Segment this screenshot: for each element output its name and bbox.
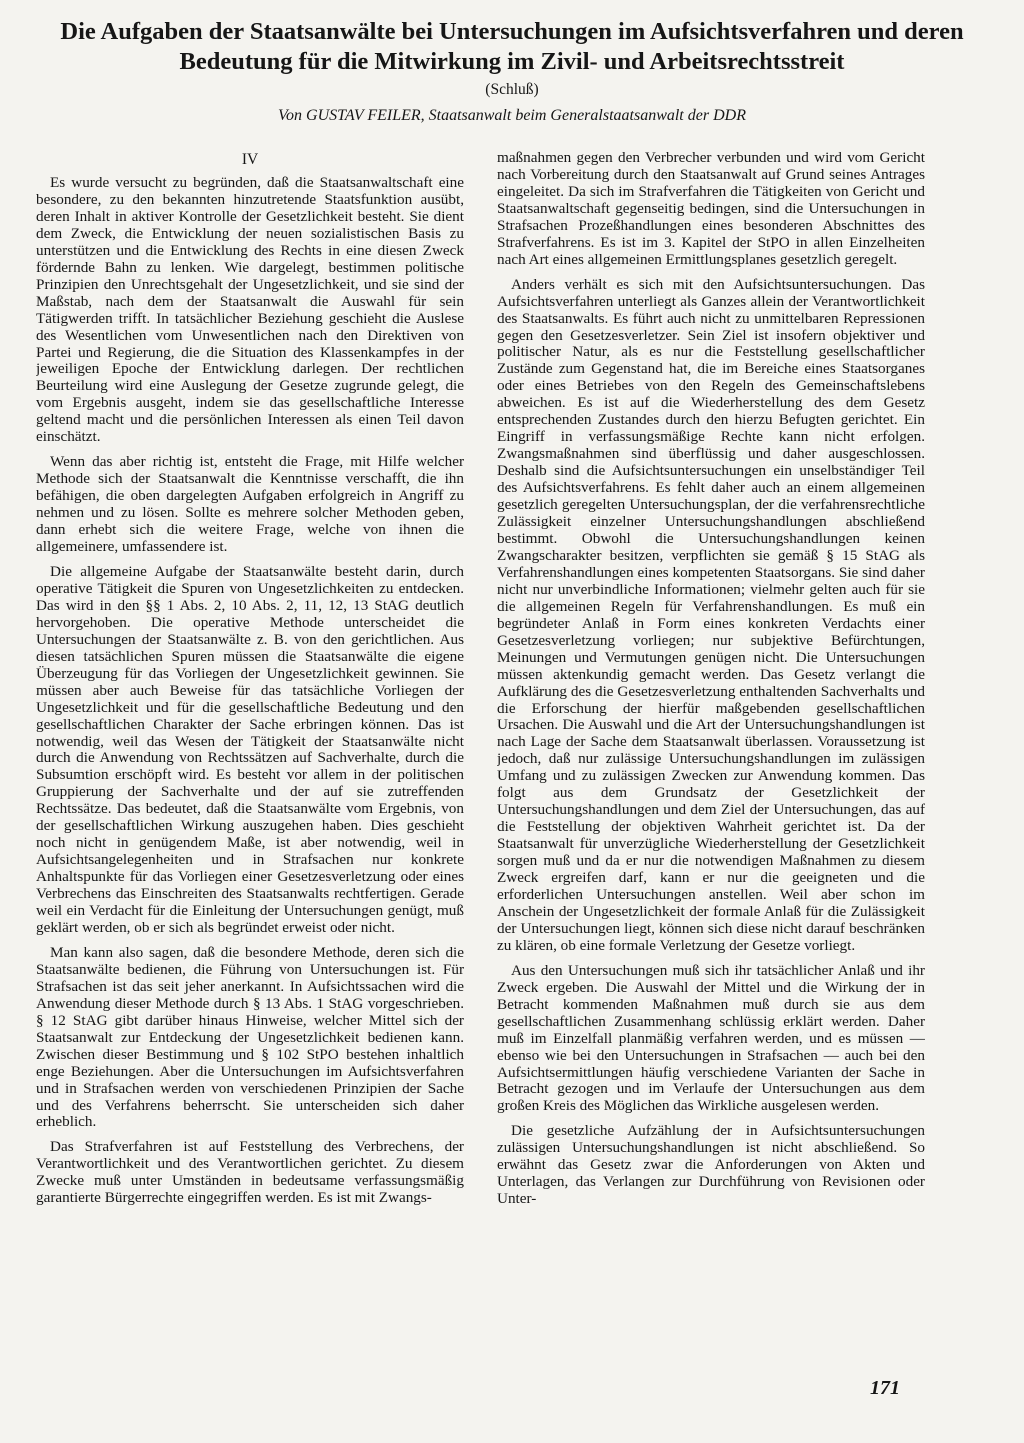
- article-subtitle: (Schluß): [485, 81, 539, 98]
- page-number: 171: [870, 1377, 900, 1399]
- paragraph: Das Strafverfahren ist auf Feststellung des Verbrechens, der Verantwortlichkeit und des Verantwortlichen gerichtet. Zu diesem Zwecke muß unter Umständen in bedeutsame verfassungsmäßig garantierte Bürgerrechte eingegriffen werden. Es ist mit Zwangs-: [36, 1138, 464, 1207]
- paragraph: Die gesetzliche Aufzählung der in Aufsichtsuntersuchungen zulässigen Untersuchungshandlungen ist nicht abschließend. So erwähnt das Gesetz zwar die Anforderungen von Akten und Unterlagen, das Verlangen zur Durchführung von Revisionen oder Unter-: [497, 1122, 925, 1208]
- left-column: [36, 150, 464, 1395]
- paragraph: maßnahmen gegen den Verbrecher verbunden und wird vom Gericht nach Vorbereitung durch den Staatsanwalt auf Grund seines Antrages eingeleitet. Da sich im Strafverfahren die Tätigkeiten von Gericht und Staatsanwaltschaft gegenseitig bedingen, sind die Untersuchungen in Strafsachen Prozeßhandlungen eines besonderen Abschnittes des Strafverfahrens. Es ist im 3. Kapitel der StPO in allen Einzelheiten nach Art eines allgemeinen Ermittlungsplanes gesetzlich geregelt.: [497, 150, 925, 268]
- paragraph: Aus den Untersuchungen muß sich ihr tatsächlicher Anlaß und ihr Zweck ergeben. Die Auswahl der Mittel und die Wirkung der in Betracht kommenden Maßnahmen muß durch sie aus dem gesellschaftlichen Zusammenhang schlüssig erklärt werden. Daher muß im Einzelfall planmäßig verfahren werden, und es müssen — ebenso wie bei den Untersuchungen in Strafsachen — auch bei den Aufsichtsermittlungen häufig verschiedene Varianten der Sache in Betracht gezogen und im Verlaufe der Untersuchungen aus dem großen Kreis des Möglichen das Wirkliche ausgelesen werden.: [497, 961, 925, 1115]
- paragraph: Die allgemeine Aufgabe der Staatsanwälte besteht darin, durch operative Tätigkeit die Spuren von Ungesetzlichkeiten zu entdecken. Das wird in den §§ 1 Abs. 2, 10 Abs. 2, 11, 12, 13 StAG deutlich hervorgehoben. Die operative Methode unterscheidet die Untersuchungen der Staatsanwälte z. B. von den gerichtlichen. Aus diesen tatsächlichen Spuren müssen die Staatsanwälte die eigene Überzeugung für das Vorliegen der Ungesetzlichkeit gewinnen. Sie müssen aber auch Beweise für das tatsächliche Vorliegen der Ungesetzlichkeit und für die gesellschaftliche Bedeutung und den gesellschaftlichen Charakter der Sache erbringen können. Das ist notwendig, weil das Wesen der Tätigkeit der Staatsanwälte nicht durch die Anwendung von Rechtssätzen auf Sachverhalte, durch die Subsumtion erschöpft wird. Es besteht vor allem in der politischen Gruppierung der Sachverhalte und der auf sie zutreffenden Rechtssätze. Das bedeutet, daß die Staatsanwälte vom Ergebnis, von der gesellschaftlichen Wirkung auszugehen haben. Dies geschieht noch nicht in genügendem Maße, ist aber notwendig, weil in Aufsichtsangelegenheiten und in Strafsachen nur konkrete Anhaltspunkte für das Vorliegen einer Gesetzesverletzung oder eines Verbrechens das Einschreiten des Staatsanwalts rechtfertigen. Gerade weil ein Verdacht für die Einleitung der Untersuchungen genügt, muß geklärt werden, ob er sich als begründet erweist oder nicht.: [36, 562, 464, 936]
- paragraph: Wenn das aber richtig ist, entsteht die Frage, mit Hilfe welcher Methode sich der Staatsanwalt die Kenntnisse verschafft, die ihn befähigen, die oben dargelegten Aufgaben erfolgreich in Angriff zu nehmen und zu lösen. Sollte es mehrere solcher Methoden geben, dann erhebt sich die weitere Frage, welche von ihnen die allgemeinere, umfassendere ist.: [36, 453, 464, 556]
- article-title: Die Aufgaben der Staatsanwälte bei Untersuchungen im Aufsichtsverfahren und deren Bedeutung für die Mitwirkung im Zivil- und Arbeitsrechtsstreit: [60, 18, 964, 75]
- paragraph: Es wurde versucht zu begründen, daß die Staatsanwaltschaft eine besondere, zu den bekannten hinzutretende Staatsfunktion ausübt, deren Inhalt in aktiver Kontrolle der Gesetzlichkeit besteht. Sie dient dem Zweck, die Entwicklung der neuen sozialistischen Basis zu unterstützen und die Entwicklung des Rechts in eine diesen Zweck fördernde Bahn zu lenken. Wie dargelegt, bestimmen politische Prinzipien den Unrechtsgehalt der Ungesetzlichkeit, und sie sind der Maßstab, nach dem der Staatsanwalt die Auswahl für sein Tätigwerden trifft. In tatsächlicher Beziehung geschieht die Auslese des Wesentlichen vom Unwesentlichen nach den Direktiven von Partei und Regierung, die die Situation des Klassenkampfes in der jeweiligen Epoche der Entwicklung darlegen. Der rechtlichen Beurteilung wird eine Auslegung der Gesetze zugrunde gelegt, die vom Ergebnis ausgeht, indem sie das gesellschaftliche Interesse geltend macht und die persönlichen Interessen als einen Teil davon einschätzt.: [36, 174, 464, 446]
- paragraph: Man kann also sagen, daß die besondere Methode, deren sich die Staatsanwälte bedienen, die Führung von Untersuchungen ist. Für Strafsachen ist das seit jeher anerkannt. In Aufsichtssachen wird die Anwendung dieser Methode durch § 13 Abs. 1 StAG vorgeschrieben. § 12 StAG gibt darüber hinaus Hinweise, welcher Mittel sich der Staatsanwalt zur Entdeckung der Ungesetzlichkeit bedienen kann. Zwischen dieser Bestimmung und § 102 StPO bestehen inhaltlich enge Beziehungen. Aber die Untersuchungen im Aufsichtsverfahren und in Strafsachen werden von verschiedenen Prinzipien der Sache und des Verfahrens beherrscht. Sie unterscheiden sich daher erheblich.: [36, 943, 464, 1131]
- article-byline: Von GUSTAV FEILER, Staatsanwalt beim Generalstaatsanwalt der DDR: [278, 107, 746, 124]
- right-column: [497, 150, 925, 1395]
- section-heading: IV: [241, 151, 259, 168]
- paragraph: Anders verhält es sich mit den Aufsichtsuntersuchungen. Das Aufsichtsverfahren unterliegt als Ganzes allein der Verantwortlichkeit des Staatsanwalts. Es führt auch nicht zu unmittelbaren Repressionen gegen den Gesetzesverletzer. Sein Ziel ist insofern objektiver und politischer Natur, als es nur die Feststellung gesellschaftlicher Zustände zum Gegenstand hat, die im Bereiche eines Staatsorganes oder eines Betriebes von den Regeln des Gemeinschaftslebens abweichen. Es ist auf die Wiederherstellung des dem Gesetz entsprechenden Zustandes durch den hierzu Befugten gerichtet. Ein Eingriff in verfassungsmäßige Rechte kann nicht erfolgen. Zwangsmaßnahmen sind überflüssig und daher ausgeschlossen. Deshalb sind die Aufsichtsuntersuchungen ein unselbständiger Teil des Aufsichtsverfahrens. Es fehlt daher auch an einem allgemeinen gesetzlich geregelten Untersuchungsplan, der die verfahrensrechtliche Zulässigkeit einzelner Untersuchungshandlungen abschließend bestimmt. Obwohl die Untersuchungshandlungen keinen Zwangscharakter besitzen, verpflichten sie gemäß § 15 StAG als Verfahrenshandlungen eines kompetenten Staatsorgans. Sie sind daher nicht nur unverbindliche Informationen; vielmehr gelten auch für sie die allgemeinen Regeln für Verfahrenshandlungen. Es muß ein begründeter Anlaß in Form eines konkreten Verdachts einer Gesetzesverletzung vorliegen; nur subjektive Befürchtungen, Meinungen und Vermutungen genügen nicht. Die Untersuchungen müssen aktenkundig gemacht werden. Das Gesetz verlangt die Aufklärung des die Gesetzesverletzung enthaltenden Sachverhalts und die Erforschung der hierfür maßgebenden gesellschaftlichen Ursachen. Die Auswahl und die Art der Untersuchungshandlungen ist nach Lage der Sache dem Staatsanwalt überlassen. Voraussetzung ist jedoch, daß nur zulässige Untersuchungshandlungen im zulässigen Umfang und zu zulässigen Zwecken zur Anwendung kommen. Das folgt aus dem Grundsatz der Gesetzlichkeit der Untersuchungshandlungen und dem Ziel der Untersuchungen, das auf die Feststellung der objektiven Wahrheit gerichtet ist. Da der Staatsanwalt für unverzügliche Wiederherstellung der Gesetzlichkeit sorgen muß und da er nur die notwendigen Maßnahmen zu diesem Zweck ergreifen darf, kann er nur die geeigneten und die erforderlichen Untersuchungen anstellen. Weil aber schon im Anschein der Ungesetzlichkeit der formale Anlaß für die Zulässigkeit der Untersuchungen liegt, können sich diese nicht darauf beschränken zu klären, ob eine formale Verletzung der Gesetze vorliegt.: [497, 275, 925, 954]
